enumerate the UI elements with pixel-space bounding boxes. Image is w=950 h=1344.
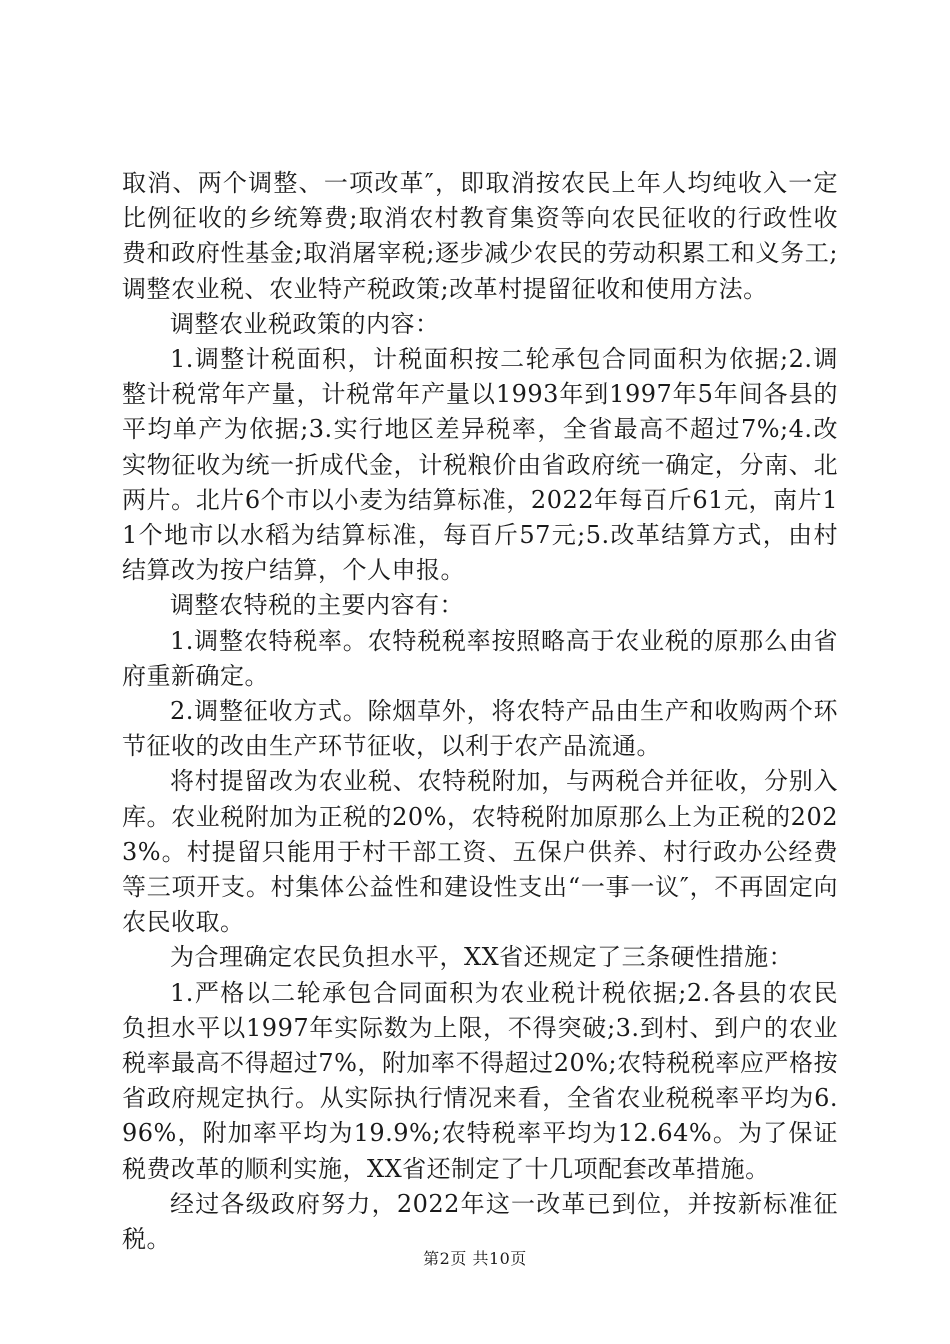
paragraph-9: 1.严格以二轮承包合同面积为农业税计税依据;2.各县的农民负担水平以1997年实际数为上限，不得突破;3.到村、到户的农业税率最高不得超过7%，附加率不得超过20%;农特税税率应严格按省政府规定执行。从实际执行情况来看，全省农业税税率平均为6.96%，附加率平均为19.9%;农特税率平均为12.64%。为了保证税费改革的顺利实施，XX省还制定了十几项配套改革措施。 — [122, 978, 838, 1183]
paragraph-10: 经过各级政府努力，2022年这一改革已到位，并按新标准征税。 — [122, 1189, 838, 1254]
document-body — [122, 166, 838, 1257]
paragraph-2: 调整农业税政策的内容： — [170, 309, 440, 338]
paragraph-6: 2.调整征收方式。除烟草外，将农特产品由生产和收购两个环节征收的改由生产环节征收，以利于农产品流通。 — [122, 697, 838, 761]
paragraph-4: 调整农特税的主要内容有： — [170, 591, 464, 620]
page-number-footer: 第2页 共10页 — [423, 1249, 527, 1268]
paragraph-8: 为合理确定农民负担水平，XX省还规定了三条硬性措施： — [170, 943, 794, 972]
paragraph-3: 1.调整计税面积，计税面积按二轮承包合同面积为依据;2.调整计税常年产量，计税常年产量以1993年到1997年5年间各县的平均单产为依据;3.实行地区差异税率，全省最高不超过7%;4.改实物征收为统一折成代金，计税粮价由省政府统一确定，分南、北两片。北片6个市以小麦为结算标准，2022年每百斤61元，南片11个地市以水稻为结算标准，每百斤57元;5.改革结算方式，由村结算改为按户结算，个人申报。 — [122, 345, 838, 585]
paragraph-1: 取消、两个调整、一项改革″，即取消按农民上年人均纯收入一定比例征收的乡统筹费;取消农村教育集资等向农民征收的行政性收费和政府性基金;取消屠宰税;逐步减少农民的劳动积累工和义务工;调整农业税、农业特产税政策;改革村提留征收和使用方法。 — [122, 169, 838, 303]
paragraph-5: 1.调整农特税率。农特税税率按照略高于农业税的原那么由省府重新确定。 — [122, 626, 838, 690]
paragraph-7: 将村提留改为农业税、农特税附加，与两税合并征收，分别入库。农业税附加为正税的20%，农特税附加原那么上为正税的2023%。村提留只能用于村干部工资、五保户供养、村行政办公经费等三项开支。村集体公益性和建设性支出“一事一议″，不再固定向农民收取。 — [122, 767, 838, 937]
